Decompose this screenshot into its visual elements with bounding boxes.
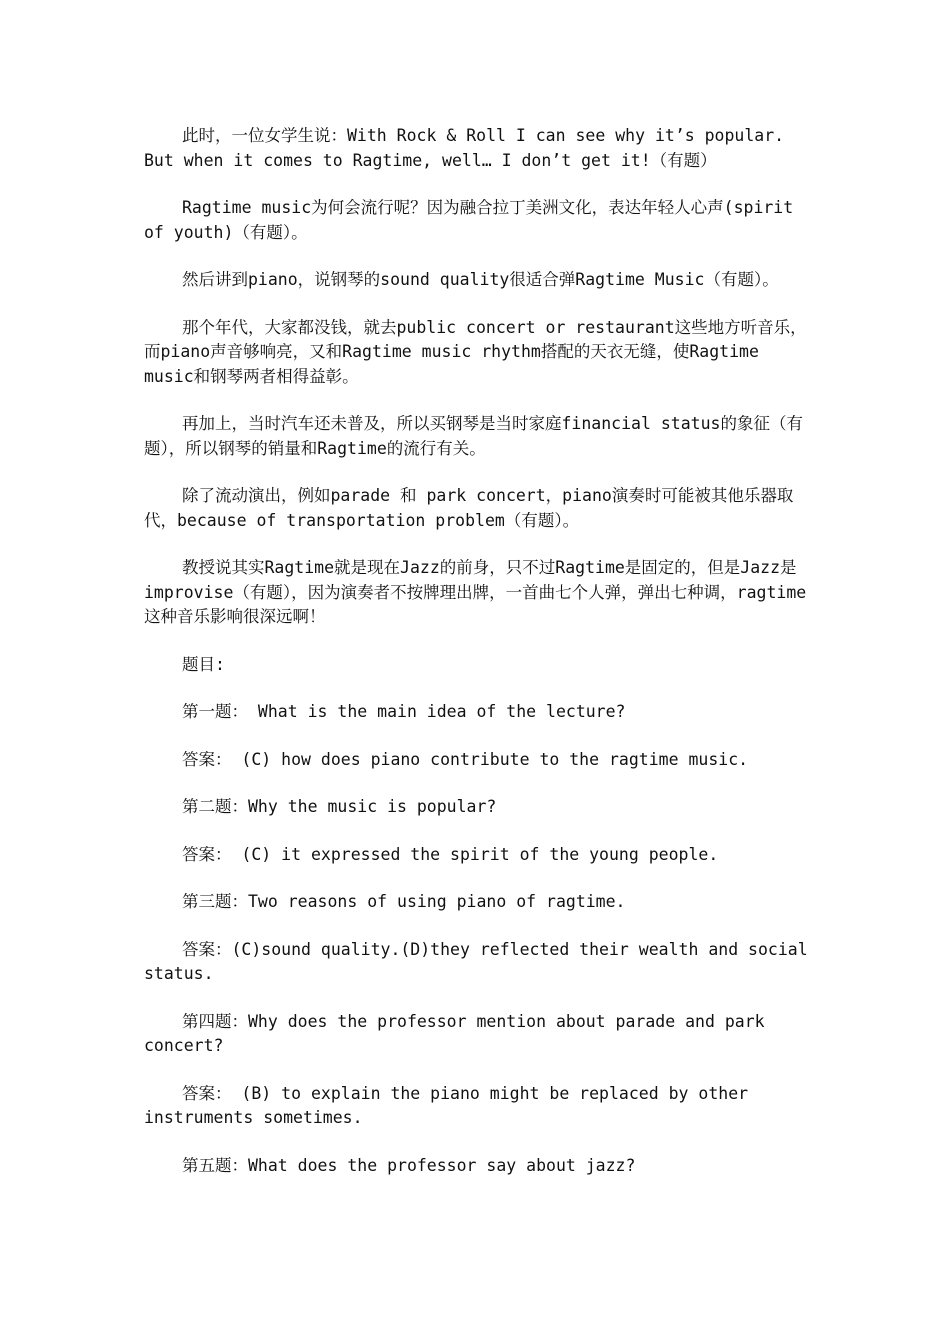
paragraph-jazz-improvise: 教授说其实Ragtime就是现在Jazz的前身，只不过Ragtime是固定的，但是Jazz是improvise（有题），因为演奏者不按牌理出牌，一首曲七个人弹，弹出七种调，ragtime这种音乐影响很深远啊！: [144, 558, 807, 626]
question-1: 第一题： What is the main idea of the lecture?: [182, 702, 626, 721]
question-5: 第五题：What does the professor say about jazz?: [182, 1155, 636, 1175]
answer-1: 答案： (C) how does piano contribute to the ragtime music.: [182, 749, 749, 769]
document-body: [144, 124, 814, 1201]
question-4: 第四题：Why does the professor mention about parade and park concert?: [144, 1011, 765, 1055]
paragraph-parade-park-concert: 除了流动演出，例如parade 和 park concert，piano演奏时可能被其他乐器取代，because of transportation problem（有题）。: [144, 486, 794, 530]
paragraph-public-concert: 那个年代，大家都没钱，就去public concert or restaurant这些地方听音乐，而piano声音够响亮，又和Ragtime music rhythm搭配的天衣无缝，使Ragtime music和钢琴两者相得益彰。: [144, 317, 807, 386]
paragraph-why-popular: Ragtime music为何会流行呢？因为融合拉丁美洲文化，表达年轻人心声(spirit of youth)（有题）。: [144, 198, 794, 242]
question-2: 第二题：Why the music is popular?: [182, 797, 497, 816]
paragraph-student-quote: 此时，一位女学生说：With Rock & Roll I can see why it’s popular. But when it comes to Ragtime, well… I don’t get it!（有题）: [144, 126, 785, 170]
question-3: 第三题：Two reasons of using piano of ragtime.: [182, 892, 626, 911]
paragraph-financial-status: 再加上，当时汽车还未普及，所以买钢琴是当时家庭financial status的象征（有题），所以钢琴的销量和Ragtime的流行有关。: [144, 414, 803, 458]
paragraph-piano-sound-quality: 然后讲到piano，说钢琴的sound quality很适合弹Ragtime Music（有题）。: [182, 270, 779, 289]
answer-2: 答案： (C) it expressed the spirit of the young people.: [182, 844, 719, 864]
answer-4: 答案： (B) to explain the piano might be replaced by other instruments sometimes.: [144, 1083, 749, 1127]
answer-3: 答案：(C)sound quality.(D)they reflected their wealth and social status.: [144, 939, 808, 983]
questions-heading: 题目:: [182, 654, 225, 674]
